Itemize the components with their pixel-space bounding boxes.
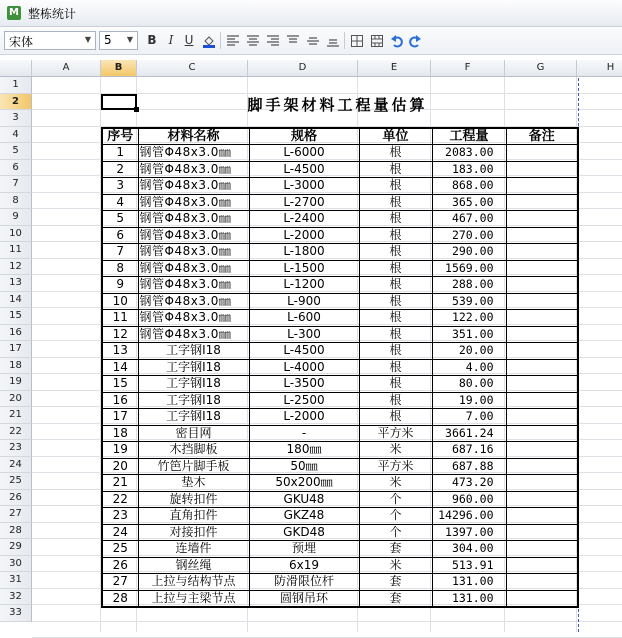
italic-button[interactable]: I bbox=[168, 33, 174, 47]
table-cell[interactable]: 根 bbox=[359, 227, 432, 244]
table-cell[interactable]: 工字钢I18 bbox=[138, 409, 249, 426]
table-cell[interactable]: 平方米 bbox=[359, 458, 432, 475]
table-cell[interactable]: 平方米 bbox=[359, 425, 432, 442]
materials-table bbox=[101, 127, 579, 608]
table-cell[interactable]: 7.00 bbox=[432, 409, 506, 426]
table-cell[interactable]: 根 bbox=[359, 343, 432, 360]
paint-bucket-icon bbox=[202, 34, 216, 48]
table-cell[interactable]: 25 bbox=[102, 541, 138, 558]
table-cell[interactable]: 米 bbox=[359, 557, 432, 574]
row-header-8[interactable]: 8 bbox=[0, 193, 32, 210]
table-cell[interactable] bbox=[506, 211, 578, 228]
table-cell[interactable] bbox=[506, 310, 578, 327]
table-cell[interactable]: 垫木 bbox=[138, 475, 249, 492]
table-cell[interactable]: 3 bbox=[102, 178, 138, 195]
font-size-value: 5 bbox=[104, 33, 112, 47]
table-cell[interactable]: 工字钢I18 bbox=[138, 343, 249, 360]
table-cell[interactable]: 290.00 bbox=[432, 244, 506, 261]
table-cell[interactable]: L-4000 bbox=[249, 359, 359, 376]
align-left-button[interactable] bbox=[224, 32, 242, 49]
table-cell[interactable]: 钢管Φ48x3.0㎜ bbox=[138, 178, 249, 195]
table-cell[interactable] bbox=[506, 343, 578, 360]
formatting-toolbar bbox=[0, 27, 622, 55]
table-cell[interactable] bbox=[506, 574, 578, 591]
table-cell[interactable] bbox=[506, 409, 578, 426]
table-cell[interactable]: 183.00 bbox=[432, 161, 506, 178]
table-cell[interactable]: 钢管Φ48x3.0㎜ bbox=[138, 211, 249, 228]
row-header-11[interactable]: 11 bbox=[0, 242, 32, 259]
table-cell[interactable]: 3661.24 bbox=[432, 425, 506, 442]
table-cell[interactable]: 28 bbox=[102, 590, 138, 607]
table-cell[interactable] bbox=[506, 376, 578, 393]
table-header-cell[interactable]: 序号 bbox=[102, 128, 138, 145]
table-cell[interactable]: 钢管Φ48x3.0㎜ bbox=[138, 194, 249, 211]
redo-button[interactable] bbox=[406, 32, 424, 49]
row-header-10[interactable]: 10 bbox=[0, 226, 32, 243]
active-cell-cursor[interactable] bbox=[101, 94, 137, 110]
row-header-27[interactable]: 27 bbox=[0, 506, 32, 523]
table-cell[interactable]: 根 bbox=[359, 376, 432, 393]
table-cell[interactable]: L-1500 bbox=[249, 260, 359, 277]
table-cell[interactable]: 根 bbox=[359, 293, 432, 310]
table-cell[interactable]: 钢管Φ48x3.0㎜ bbox=[138, 145, 249, 162]
row-header-20[interactable]: 20 bbox=[0, 391, 32, 408]
table-cell[interactable] bbox=[506, 194, 578, 211]
table-cell[interactable]: 钢丝绳 bbox=[138, 557, 249, 574]
table-cell[interactable]: GKU48 bbox=[249, 491, 359, 508]
table-row bbox=[102, 310, 578, 327]
table-row bbox=[102, 458, 578, 475]
table-cell[interactable]: 工字钢I18 bbox=[138, 359, 249, 376]
table-cell[interactable]: 17 bbox=[102, 409, 138, 426]
table-cell[interactable]: 687.88 bbox=[432, 458, 506, 475]
table-cell[interactable]: 米 bbox=[359, 475, 432, 492]
table-row bbox=[102, 508, 578, 525]
table-cell[interactable]: L-6000 bbox=[249, 145, 359, 162]
table-cell[interactable]: 24 bbox=[102, 524, 138, 541]
table-row bbox=[102, 244, 578, 261]
table-cell[interactable]: 钢管Φ48x3.0㎜ bbox=[138, 326, 249, 343]
row-header-17[interactable]: 17 bbox=[0, 341, 32, 358]
table-row bbox=[102, 475, 578, 492]
table-cell[interactable] bbox=[506, 425, 578, 442]
table-cell[interactable]: 14 bbox=[102, 359, 138, 376]
table-cell[interactable]: 个 bbox=[359, 524, 432, 541]
row-header-29[interactable]: 29 bbox=[0, 539, 32, 556]
table-cell[interactable]: 1397.00 bbox=[432, 524, 506, 541]
table-row bbox=[102, 574, 578, 591]
row-header-18[interactable]: 18 bbox=[0, 358, 32, 375]
table-cell[interactable]: 根 bbox=[359, 161, 432, 178]
table-cell[interactable]: 23 bbox=[102, 508, 138, 525]
table-cell[interactable]: L-2700 bbox=[249, 194, 359, 211]
table-cell[interactable]: 钢管Φ48x3.0㎜ bbox=[138, 293, 249, 310]
row-header-3[interactable]: 3 bbox=[0, 110, 32, 127]
table-cell[interactable]: 钢管Φ48x3.0㎜ bbox=[138, 227, 249, 244]
table-cell[interactable]: 19.00 bbox=[432, 392, 506, 409]
table-cell[interactable]: 2083.00 bbox=[432, 145, 506, 162]
table-cell[interactable]: 根 bbox=[359, 310, 432, 327]
table-cell[interactable]: 4 bbox=[102, 194, 138, 211]
undo-icon bbox=[390, 34, 404, 48]
table-cell[interactable]: 21 bbox=[102, 475, 138, 492]
table-header-cell[interactable]: 单位 bbox=[359, 128, 432, 145]
table-cell[interactable]: 套 bbox=[359, 574, 432, 591]
table-row bbox=[102, 326, 578, 343]
table-cell[interactable]: L-4500 bbox=[249, 343, 359, 360]
redo-icon bbox=[408, 34, 422, 48]
row-header-9[interactable]: 9 bbox=[0, 209, 32, 226]
merge-cells-button[interactable] bbox=[368, 32, 386, 49]
table-cell[interactable]: 131.00 bbox=[432, 590, 506, 607]
table-cell[interactable]: 868.00 bbox=[432, 178, 506, 195]
chevron-down-icon[interactable]: ▼ bbox=[84, 35, 92, 44]
table-cell[interactable]: 6x19 bbox=[249, 557, 359, 574]
window-title: 整栋统计 bbox=[28, 7, 77, 21]
font-name-select[interactable] bbox=[4, 31, 96, 50]
row-header-24[interactable]: 24 bbox=[0, 457, 32, 474]
table-cell[interactable]: 351.00 bbox=[432, 326, 506, 343]
table-cell[interactable]: 密目网 bbox=[138, 425, 249, 442]
table-cell[interactable]: 539.00 bbox=[432, 293, 506, 310]
table-cell[interactable] bbox=[506, 392, 578, 409]
table-cell[interactable]: 根 bbox=[359, 326, 432, 343]
table-cell[interactable] bbox=[506, 508, 578, 525]
font-size-select[interactable] bbox=[99, 31, 138, 50]
table-row bbox=[102, 211, 578, 228]
table-cell[interactable]: 1569.00 bbox=[432, 260, 506, 277]
table-cell[interactable]: 14296.00 bbox=[432, 508, 506, 525]
column-header-e[interactable]: E bbox=[358, 60, 431, 77]
row-header-6[interactable]: 6 bbox=[0, 160, 32, 177]
table-cell[interactable] bbox=[506, 524, 578, 541]
table-cell[interactable]: 687.16 bbox=[432, 442, 506, 459]
gridline bbox=[32, 621, 622, 622]
table-cell[interactable]: 根 bbox=[359, 277, 432, 294]
table-cell[interactable]: 13 bbox=[102, 343, 138, 360]
table-cell[interactable]: 根 bbox=[359, 178, 432, 195]
table-cell[interactable]: L-2000 bbox=[249, 409, 359, 426]
table-cell[interactable]: 旋转扣件 bbox=[138, 491, 249, 508]
table-cell[interactable]: 9 bbox=[102, 277, 138, 294]
table-cell[interactable]: 20.00 bbox=[432, 343, 506, 360]
table-cell[interactable]: 防滑限位杆 bbox=[249, 574, 359, 591]
table-cell[interactable]: 预埋 bbox=[249, 541, 359, 558]
table-cell[interactable]: 1 bbox=[102, 145, 138, 162]
table-cell[interactable]: L-2000 bbox=[249, 227, 359, 244]
fill-color-button[interactable] bbox=[200, 32, 218, 49]
column-header-f[interactable]: F bbox=[431, 60, 505, 77]
row-header-12[interactable]: 12 bbox=[0, 259, 32, 276]
table-cell[interactable]: 5 bbox=[102, 211, 138, 228]
toolbar-separator bbox=[344, 32, 345, 49]
table-cell[interactable]: - bbox=[249, 425, 359, 442]
table-cell[interactable] bbox=[506, 260, 578, 277]
table-cell[interactable]: 19 bbox=[102, 442, 138, 459]
table-cell[interactable]: 套 bbox=[359, 590, 432, 607]
table-cell[interactable]: L-4500 bbox=[249, 161, 359, 178]
table-cell[interactable]: L-300 bbox=[249, 326, 359, 343]
row-header-13[interactable]: 13 bbox=[0, 275, 32, 292]
table-cell[interactable] bbox=[506, 227, 578, 244]
table-cell[interactable] bbox=[506, 293, 578, 310]
table-cell[interactable]: 根 bbox=[359, 145, 432, 162]
table-cell[interactable] bbox=[506, 244, 578, 261]
row-header-32[interactable]: 32 bbox=[0, 589, 32, 606]
table-cell[interactable]: L-3000 bbox=[249, 178, 359, 195]
table-cell[interactable]: 木挡脚板 bbox=[138, 442, 249, 459]
table-cell[interactable] bbox=[506, 178, 578, 195]
table-cell[interactable]: 27 bbox=[102, 574, 138, 591]
table-cell[interactable]: 钢管Φ48x3.0㎜ bbox=[138, 277, 249, 294]
row-header-21[interactable]: 21 bbox=[0, 407, 32, 424]
table-cell[interactable]: 26 bbox=[102, 557, 138, 574]
table-cell[interactable]: 根 bbox=[359, 260, 432, 277]
table-cell[interactable] bbox=[506, 359, 578, 376]
align-top-button[interactable] bbox=[284, 32, 302, 49]
table-cell[interactable]: 20 bbox=[102, 458, 138, 475]
table-cell[interactable]: 180㎜ bbox=[249, 442, 359, 459]
table-cell[interactable]: 12 bbox=[102, 326, 138, 343]
table-cell[interactable]: 钢管Φ48x3.0㎜ bbox=[138, 161, 249, 178]
table-cell[interactable]: 2 bbox=[102, 161, 138, 178]
table-row bbox=[102, 145, 578, 162]
sheet-title: 脚手架材料工程量估算 bbox=[247, 96, 428, 114]
row-header-30[interactable]: 30 bbox=[0, 556, 32, 573]
row-header-22[interactable]: 22 bbox=[0, 424, 32, 441]
table-row bbox=[102, 178, 578, 195]
table-cell[interactable]: L-2400 bbox=[249, 211, 359, 228]
table-row bbox=[102, 161, 578, 178]
row-header-4[interactable]: 4 bbox=[0, 127, 32, 144]
table-cell[interactable] bbox=[506, 590, 578, 607]
table-cell[interactable]: 467.00 bbox=[432, 211, 506, 228]
window-title-bar bbox=[0, 0, 622, 27]
table-cell[interactable]: 6 bbox=[102, 227, 138, 244]
app-logo-icon: M bbox=[7, 6, 21, 20]
row-header-33[interactable]: 33 bbox=[0, 605, 32, 622]
table-cell[interactable]: 365.00 bbox=[432, 194, 506, 211]
row-header-19[interactable]: 19 bbox=[0, 374, 32, 391]
table-cell[interactable]: L-2500 bbox=[249, 392, 359, 409]
table-row bbox=[102, 524, 578, 541]
table-row bbox=[102, 557, 578, 574]
table-cell[interactable] bbox=[506, 475, 578, 492]
table-cell[interactable]: 304.00 bbox=[432, 541, 506, 558]
table-header-cell[interactable]: 备注 bbox=[506, 128, 578, 145]
align-right-button[interactable] bbox=[264, 32, 282, 49]
column-header-c[interactable]: C bbox=[137, 60, 248, 77]
table-row bbox=[102, 277, 578, 294]
select-all-corner[interactable] bbox=[0, 60, 32, 77]
table-cell[interactable]: 直角扣件 bbox=[138, 508, 249, 525]
table-cell[interactable]: 10 bbox=[102, 293, 138, 310]
table-cell[interactable]: 50㎜ bbox=[249, 458, 359, 475]
table-cell[interactable]: 根 bbox=[359, 194, 432, 211]
row-header-14[interactable]: 14 bbox=[0, 292, 32, 309]
font-name-value: 宋体 bbox=[9, 35, 34, 49]
toolbar-separator bbox=[220, 32, 221, 49]
table-cell[interactable]: 套 bbox=[359, 541, 432, 558]
table-row bbox=[102, 227, 578, 244]
align-center-icon bbox=[246, 34, 260, 48]
table-cell[interactable]: 288.00 bbox=[432, 277, 506, 294]
column-header-d[interactable]: D bbox=[248, 60, 358, 77]
table-cell[interactable] bbox=[506, 277, 578, 294]
table-cell[interactable]: L-900 bbox=[249, 293, 359, 310]
align-left-icon bbox=[226, 34, 240, 48]
table-cell[interactable]: 对接扣件 bbox=[138, 524, 249, 541]
table-cell[interactable]: 8 bbox=[102, 260, 138, 277]
borders-icon bbox=[350, 34, 364, 48]
table-cell[interactable]: 22 bbox=[102, 491, 138, 508]
column-header-h[interactable]: H bbox=[577, 60, 622, 77]
table-row bbox=[102, 409, 578, 426]
table-cell[interactable]: 上拉与结构节点 bbox=[138, 574, 249, 591]
table-cell[interactable] bbox=[506, 161, 578, 178]
table-cell[interactable]: 270.00 bbox=[432, 227, 506, 244]
table-cell[interactable]: L-3500 bbox=[249, 376, 359, 393]
table-header-cell[interactable]: 规格 bbox=[249, 128, 359, 145]
table-cell[interactable]: L-600 bbox=[249, 310, 359, 327]
table-cell[interactable]: 工字钢I18 bbox=[138, 376, 249, 393]
row-header-7[interactable]: 7 bbox=[0, 176, 32, 193]
row-header-16[interactable]: 16 bbox=[0, 325, 32, 342]
table-row bbox=[102, 376, 578, 393]
table-header-row bbox=[102, 128, 578, 145]
table-cell[interactable]: 钢管Φ48x3.0㎜ bbox=[138, 310, 249, 327]
table-row bbox=[102, 590, 578, 607]
table-row bbox=[102, 491, 578, 508]
table-cell[interactable] bbox=[506, 491, 578, 508]
table-cell[interactable] bbox=[506, 557, 578, 574]
table-cell[interactable]: 11 bbox=[102, 310, 138, 327]
table-cell[interactable]: 根 bbox=[359, 409, 432, 426]
align-right-icon bbox=[266, 34, 280, 48]
table-cell[interactable]: 根 bbox=[359, 211, 432, 228]
table-cell[interactable]: 80.00 bbox=[432, 376, 506, 393]
table-cell[interactable]: GKD48 bbox=[249, 524, 359, 541]
table-row bbox=[102, 359, 578, 376]
align-bottom-button[interactable] bbox=[324, 32, 342, 49]
table-cell[interactable]: 960.00 bbox=[432, 491, 506, 508]
row-header-5[interactable]: 5 bbox=[0, 143, 32, 160]
undo-button[interactable] bbox=[388, 32, 406, 49]
row-header-25[interactable]: 25 bbox=[0, 473, 32, 490]
row-header-23[interactable]: 23 bbox=[0, 440, 32, 457]
table-cell[interactable] bbox=[506, 442, 578, 459]
table-header-cell[interactable]: 工程量 bbox=[432, 128, 506, 145]
align-center-button[interactable] bbox=[244, 32, 262, 49]
column-header-g[interactable]: G bbox=[505, 60, 577, 77]
row-header-26[interactable]: 26 bbox=[0, 490, 32, 507]
table-cell[interactable]: 16 bbox=[102, 392, 138, 409]
table-header-cell[interactable]: 材料名称 bbox=[138, 128, 249, 145]
table-cell[interactable]: 50x200㎜ bbox=[249, 475, 359, 492]
row-header-28[interactable]: 28 bbox=[0, 523, 32, 540]
table-cell[interactable]: 513.91 bbox=[432, 557, 506, 574]
table-row bbox=[102, 541, 578, 558]
chevron-down-icon[interactable]: ▼ bbox=[126, 35, 134, 44]
table-row bbox=[102, 392, 578, 409]
table-cell[interactable]: 18 bbox=[102, 425, 138, 442]
table-cell[interactable]: 上拉与主梁节点 bbox=[138, 590, 249, 607]
table-cell[interactable] bbox=[506, 458, 578, 475]
table-cell[interactable]: 米 bbox=[359, 442, 432, 459]
table-cell[interactable]: 竹笆片脚手板 bbox=[138, 458, 249, 475]
row-header-2[interactable]: 2 bbox=[0, 94, 32, 111]
table-cell[interactable] bbox=[506, 326, 578, 343]
column-header-b[interactable]: B bbox=[101, 60, 137, 77]
table-cell[interactable] bbox=[506, 541, 578, 558]
table-cell[interactable]: 131.00 bbox=[432, 574, 506, 591]
borders-button[interactable] bbox=[348, 32, 366, 49]
column-header-a[interactable]: A bbox=[32, 60, 101, 77]
merge-cells-icon bbox=[370, 34, 384, 48]
table-cell[interactable]: 工字钢I18 bbox=[138, 392, 249, 409]
table-cell[interactable]: L-1800 bbox=[249, 244, 359, 261]
table-cell[interactable]: GKZ48 bbox=[249, 508, 359, 525]
row-header-1[interactable]: 1 bbox=[0, 77, 32, 94]
table-row bbox=[102, 293, 578, 310]
table-cell[interactable]: 15 bbox=[102, 376, 138, 393]
table-cell[interactable]: 连墙件 bbox=[138, 541, 249, 558]
align-bottom-icon bbox=[326, 34, 340, 48]
table-row bbox=[102, 425, 578, 442]
table-cell[interactable]: 个 bbox=[359, 491, 432, 508]
table-cell[interactable]: 7 bbox=[102, 244, 138, 261]
align-top-icon bbox=[286, 34, 300, 48]
table-row bbox=[102, 343, 578, 360]
table-cell[interactable]: 473.20 bbox=[432, 475, 506, 492]
table-row bbox=[102, 442, 578, 459]
table-row bbox=[102, 260, 578, 277]
table-cell[interactable]: 个 bbox=[359, 508, 432, 525]
bold-button[interactable]: B bbox=[147, 33, 157, 47]
table-cell[interactable] bbox=[506, 145, 578, 162]
table-cell[interactable]: 钢管Φ48x3.0㎜ bbox=[138, 244, 249, 261]
table-cell[interactable]: 圆钢吊环 bbox=[249, 590, 359, 607]
align-middle-button[interactable] bbox=[304, 32, 322, 49]
table-cell[interactable]: 122.00 bbox=[432, 310, 506, 327]
table-cell[interactable]: L-1200 bbox=[249, 277, 359, 294]
table-cell[interactable]: 钢管Φ48x3.0㎜ bbox=[138, 260, 249, 277]
table-cell[interactable]: 根 bbox=[359, 359, 432, 376]
row-header-15[interactable]: 15 bbox=[0, 308, 32, 325]
table-row bbox=[102, 194, 578, 211]
table-cell[interactable]: 4.00 bbox=[432, 359, 506, 376]
underline-button[interactable]: U bbox=[184, 33, 194, 47]
table-cell[interactable]: 根 bbox=[359, 392, 432, 409]
align-middle-icon bbox=[306, 34, 320, 48]
table-cell[interactable]: 根 bbox=[359, 244, 432, 261]
row-header-31[interactable]: 31 bbox=[0, 572, 32, 589]
